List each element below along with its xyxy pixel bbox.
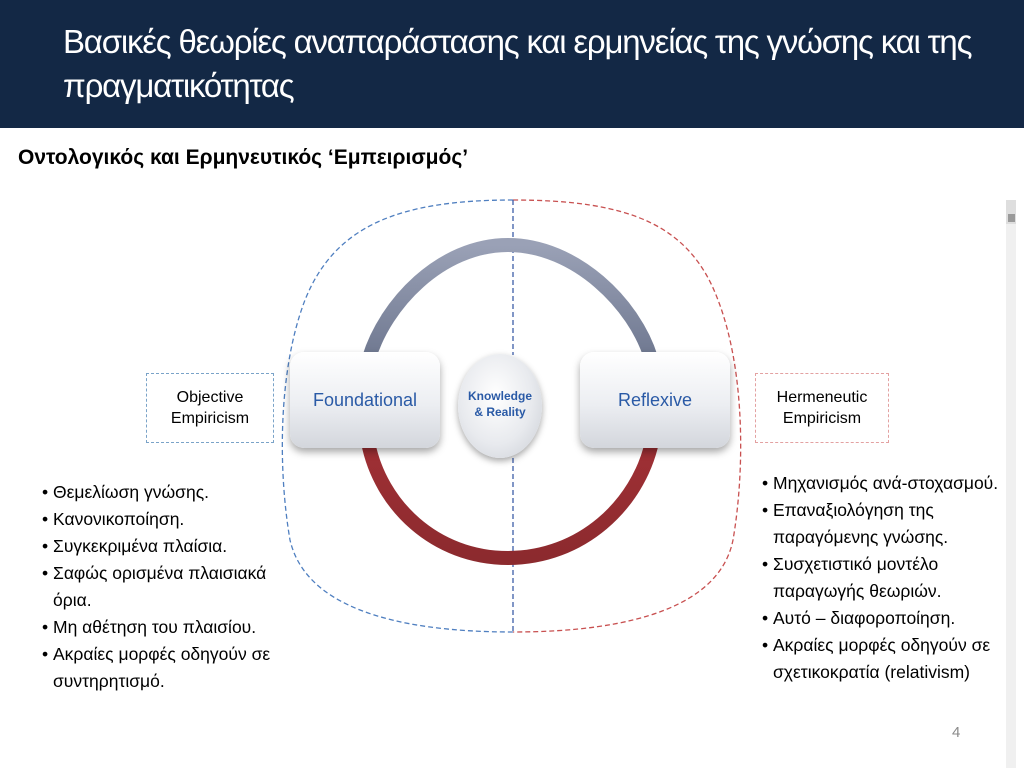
left-bullet-list — [42, 479, 292, 695]
foundational-label: Foundational — [312, 389, 418, 410]
objective-empiricism-line2: Empiricism — [170, 410, 250, 427]
scrollbar-track[interactable] — [1006, 200, 1016, 768]
reflexive-label: Reflexive — [617, 389, 693, 410]
hermeneutic-empiricism-box — [755, 373, 889, 443]
left-bullet-4: • Σαφώς ορισμένα πλαισιακά όρια. — [42, 560, 292, 614]
right-bullet-4: • Αυτό – διαφοροποίηση. — [762, 605, 1007, 632]
right-bullet-5: • Ακραίες μορφές οδηγούν σε σχετικοκρατία (relativism) — [762, 632, 1007, 686]
hermeneutic-empiricism-line2: Empiricism — [782, 410, 862, 427]
left-bullet-1: • Θεμελίωση γνώσης. — [42, 479, 292, 506]
slide-subtitle: Οντολογικός και Ερμηνευτικός ‘Εμπειρισμός’ — [18, 146, 469, 169]
left-bullet-6: • Ακραίες μορφές οδηγούν σε συντηρητισμό. — [42, 641, 292, 695]
left-bullet-5: • Μη αθέτηση του πλαισίου. — [42, 614, 292, 641]
slide-title: Βασικές θεωρίες αναπαράστασης και ερμηνείας της γνώσης και της πραγματικότητας — [63, 23, 972, 104]
page-number: 4 — [952, 724, 961, 741]
objective-empiricism-box — [146, 373, 274, 443]
hermeneutic-empiricism-line1: Hermeneutic — [776, 389, 868, 406]
bottom-cycle-arc — [368, 442, 652, 558]
reflexive-node — [580, 352, 730, 448]
right-bullet-1: • Μηχανισμός ανά-στοχασμού. — [762, 470, 1007, 497]
right-bullet-list — [762, 470, 1007, 686]
knowledge-reality-node — [458, 354, 542, 458]
objective-empiricism-line1: Objective — [176, 389, 244, 406]
right-bullet-2: • Επαναξιολόγηση της παραγόμενης γνώσης. — [762, 497, 1007, 551]
left-bullet-2: • Κανονικοποίηση. — [42, 506, 292, 533]
foundational-node — [290, 352, 440, 448]
right-bullet-3: • Συσχετιστικό μοντέλο παραγωγής θεωριών. — [762, 551, 1007, 605]
left-bullet-3: • Συγκεκριμένα πλαίσια. — [42, 533, 292, 560]
top-cycle-arc — [369, 245, 651, 358]
scrollbar-marker-icon — [1008, 214, 1015, 222]
center-label-line2: & Reality — [474, 405, 526, 419]
center-label-line1: Knowledge — [467, 389, 532, 403]
